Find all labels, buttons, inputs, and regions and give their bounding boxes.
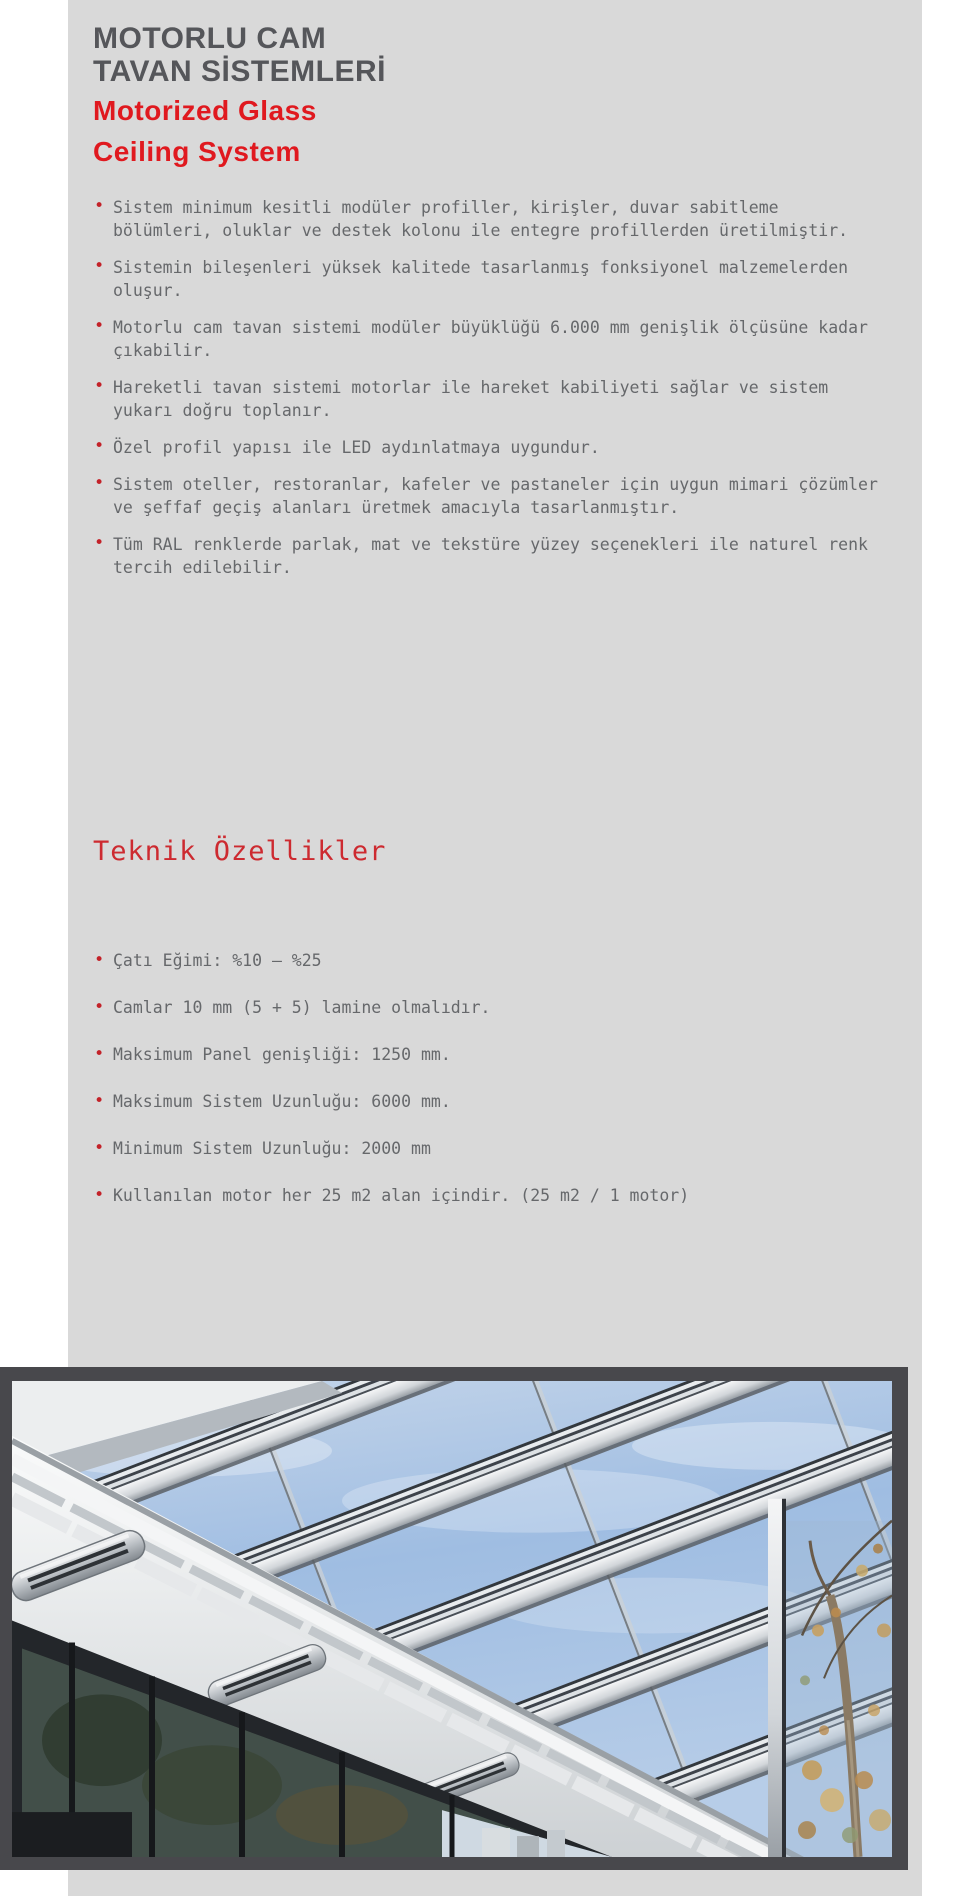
bullet-icon: • (94, 1138, 105, 1158)
spec-text: Camlar 10 mm (5 + 5) lamine olmalıdır. (113, 998, 491, 1017)
spec-text: Kullanılan motor her 25 m2 alan içindir. (25 m2 / 1 motor) (113, 1186, 690, 1205)
feature-text: Sistemin bileşenleri yüksek kalitede tasarlanmış fonksiyonel malzemelerden oluşur. (113, 258, 849, 300)
feature-item (93, 316, 885, 362)
glass-ceiling-photo-graphic (12, 1381, 892, 1857)
feature-text: Sistem minimum kesitli modüler profiller, kirişler, duvar sabitleme bölümleri, oluklar ve destek kolonu ile entegre profillerden üretilmiştir. (113, 198, 849, 240)
bullet-icon: • (94, 997, 105, 1017)
feature-item (93, 376, 885, 422)
bullet-icon: • (94, 376, 105, 396)
feature-text: Özel profil yapısı ile LED aydınlatmaya uygundur. (113, 438, 600, 457)
page-title-line1: MOTORLU CAM (93, 22, 327, 55)
spec-item (93, 1138, 893, 1160)
spec-item (93, 997, 893, 1019)
spec-item (93, 950, 893, 972)
features-list (93, 196, 885, 593)
spec-item (93, 1185, 893, 1207)
page-title (93, 22, 386, 88)
feature-item (93, 473, 885, 519)
spec-item (93, 1091, 893, 1113)
feature-item (93, 436, 885, 459)
bullet-icon: • (94, 316, 105, 336)
page-subtitle-line1: Motorized Glass (93, 95, 317, 126)
page-subtitle (93, 90, 317, 172)
feature-item (93, 196, 885, 242)
feature-text: Sistem oteller, restoranlar, kafeler ve pastaneler için uygun mimari çözümler ve şeffaf geçiş alanları üretmek amacıyla tasarlanmıştır. (113, 475, 878, 517)
bullet-icon: • (94, 1091, 105, 1111)
bullet-icon: • (94, 473, 105, 493)
bullet-icon: • (94, 436, 105, 456)
feature-text: Tüm RAL renklerde parlak, mat ve tekstüre yüzey seçenekleri ile naturel renk tercih edilebilir. (113, 535, 868, 577)
page-subtitle-line2: Ceiling System (93, 136, 301, 167)
spec-text: Maksimum Panel genişliği: 1250 mm. (113, 1045, 451, 1064)
bullet-icon: • (94, 950, 105, 970)
specs-list (93, 950, 893, 1232)
section-heading: Teknik Özellikler (93, 836, 387, 867)
feature-item (93, 256, 885, 302)
bullet-icon: • (94, 196, 105, 216)
bullet-icon: • (94, 1185, 105, 1205)
spec-text: Minimum Sistem Uzunluğu: 2000 mm (113, 1139, 431, 1158)
bullet-icon: • (94, 533, 105, 553)
feature-text: Hareketli tavan sistemi motorlar ile hareket kabiliyeti sağlar ve sistem yukarı doğru toplanır. (113, 378, 829, 420)
glass-ceiling-photo (12, 1381, 892, 1857)
feature-text: Motorlu cam tavan sistemi modüler büyüklüğü 6.000 mm genişlik ölçüsüne kadar çıkabilir. (113, 318, 868, 360)
feature-item (93, 533, 885, 579)
spec-text: Maksimum Sistem Uzunluğu: 6000 mm. (113, 1092, 451, 1111)
bullet-icon: • (94, 256, 105, 276)
spec-text: Çatı Eğimi: %10 – %25 (113, 951, 322, 970)
page-title-line2: TAVAN SİSTEMLERİ (93, 55, 386, 88)
spec-item (93, 1044, 893, 1066)
bullet-icon: • (94, 1044, 105, 1064)
photo-frame (0, 1367, 908, 1870)
